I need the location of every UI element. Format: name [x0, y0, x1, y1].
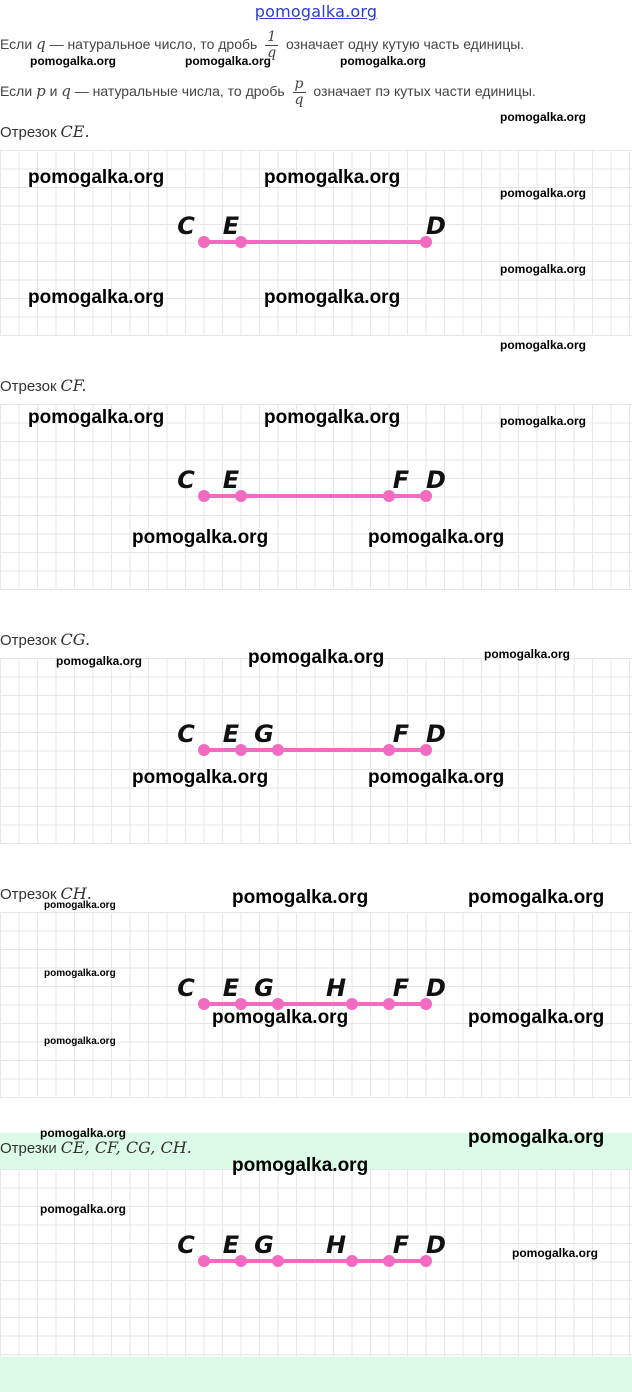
intro-definition-2: Если p и q — натуральные числа, то дробь $\frac{p}{q}$ означает пэ кутых части единицы.	[0, 76, 536, 108]
watermark: pomogalka.org	[340, 54, 427, 68]
point-label-f: F	[392, 466, 410, 494]
watermark: pomogalka.org	[264, 167, 401, 188]
watermark: pomogalka.org	[44, 968, 116, 979]
watermark: pomogalka.org	[56, 654, 143, 668]
point-label-e: E	[222, 974, 240, 1002]
watermark: pomogalka.org	[44, 1036, 116, 1047]
point-label-e: E	[222, 1231, 240, 1259]
point-label-g: G	[254, 720, 274, 748]
segment-diagram-all	[0, 1169, 632, 1357]
watermark: pomogalka.org	[30, 54, 117, 68]
point-c	[198, 1255, 210, 1267]
watermark: pomogalka.org	[264, 407, 401, 428]
watermark: pomogalka.org	[28, 167, 165, 188]
watermark: pomogalka.org	[500, 414, 587, 428]
watermark: pomogalka.org	[468, 1127, 605, 1148]
point-label-f: F	[392, 720, 410, 748]
point-label-d: D	[426, 974, 446, 1002]
point-label-e: E	[222, 212, 240, 240]
point-c	[198, 236, 210, 248]
point-c	[198, 490, 210, 502]
watermark: pomogalka.org	[132, 767, 269, 788]
site-title[interactable]: pomogalka.org	[254, 2, 378, 21]
watermark: pomogalka.org	[248, 647, 385, 668]
point-h	[346, 1255, 358, 1267]
watermark: pomogalka.org	[500, 262, 587, 276]
watermark: pomogalka.org	[468, 887, 605, 908]
point-label-h: H	[325, 1231, 347, 1259]
section-heading-cf: Отрезок CF.	[0, 376, 87, 395]
section-heading-cg: Отрезок CG.	[0, 630, 91, 649]
point-label-e: E	[222, 466, 240, 494]
point-label-d: D	[426, 1231, 446, 1259]
watermark: pomogalka.org	[264, 287, 401, 308]
watermark: pomogalka.org	[28, 407, 165, 428]
intro-definition-1: Если q — натуральное число, то дробь $\frac{1}{q}$ означает одну кутую часть единицы.	[0, 29, 525, 61]
watermark: pomogalka.org	[500, 338, 587, 352]
point-label-f: F	[392, 1231, 410, 1259]
segment-diagram-ch	[0, 912, 632, 1098]
watermark: pomogalka.org	[500, 110, 587, 124]
point-label-f: F	[392, 974, 410, 1002]
point-c	[198, 998, 210, 1010]
watermark: pomogalka.org	[468, 1007, 605, 1028]
point-label-d: D	[426, 466, 446, 494]
point-label-g: G	[254, 974, 274, 1002]
segment-diagram-cf	[0, 404, 632, 590]
watermark: pomogalka.org	[28, 287, 165, 308]
watermark: pomogalka.org	[368, 767, 505, 788]
fraction-1-over-q: $\frac{1}{q}$	[267, 29, 277, 61]
point-label-c: C	[177, 1231, 195, 1259]
watermark: pomogalka.org	[500, 186, 587, 200]
point-label-c: C	[177, 720, 195, 748]
section-heading-ch: Отрезок CH.	[0, 884, 92, 903]
segment-diagram-cg	[0, 658, 632, 844]
watermark: pomogalka.org	[232, 1155, 369, 1176]
watermark: pomogalka.org	[185, 54, 272, 68]
point-label-e: E	[222, 720, 240, 748]
answer-highlight-bottom	[0, 1357, 632, 1392]
watermark: pomogalka.org	[232, 887, 369, 908]
section-heading-all: Отрезки CE, CF, CG, CH.	[0, 1138, 192, 1157]
point-label-c: C	[177, 974, 195, 1002]
watermark: pomogalka.org	[40, 1126, 127, 1140]
section-heading-ce: Отрезок CE.	[0, 122, 90, 141]
watermark: pomogalka.org	[212, 1007, 349, 1028]
watermark: pomogalka.org	[484, 647, 571, 661]
watermark: pomogalka.org	[512, 1246, 599, 1260]
point-label-c: C	[177, 466, 195, 494]
point-label-c: C	[177, 212, 195, 240]
point-c	[198, 744, 210, 756]
point-label-h: H	[325, 974, 347, 1002]
watermark: pomogalka.org	[368, 527, 505, 548]
point-label-g: G	[254, 1231, 274, 1259]
point-label-d: D	[426, 212, 446, 240]
watermark: pomogalka.org	[44, 900, 116, 911]
watermark: pomogalka.org	[40, 1202, 127, 1216]
watermark: pomogalka.org	[132, 527, 269, 548]
point-label-d: D	[426, 720, 446, 748]
fraction-p-over-q: $\frac{p}{q}$	[294, 76, 304, 108]
